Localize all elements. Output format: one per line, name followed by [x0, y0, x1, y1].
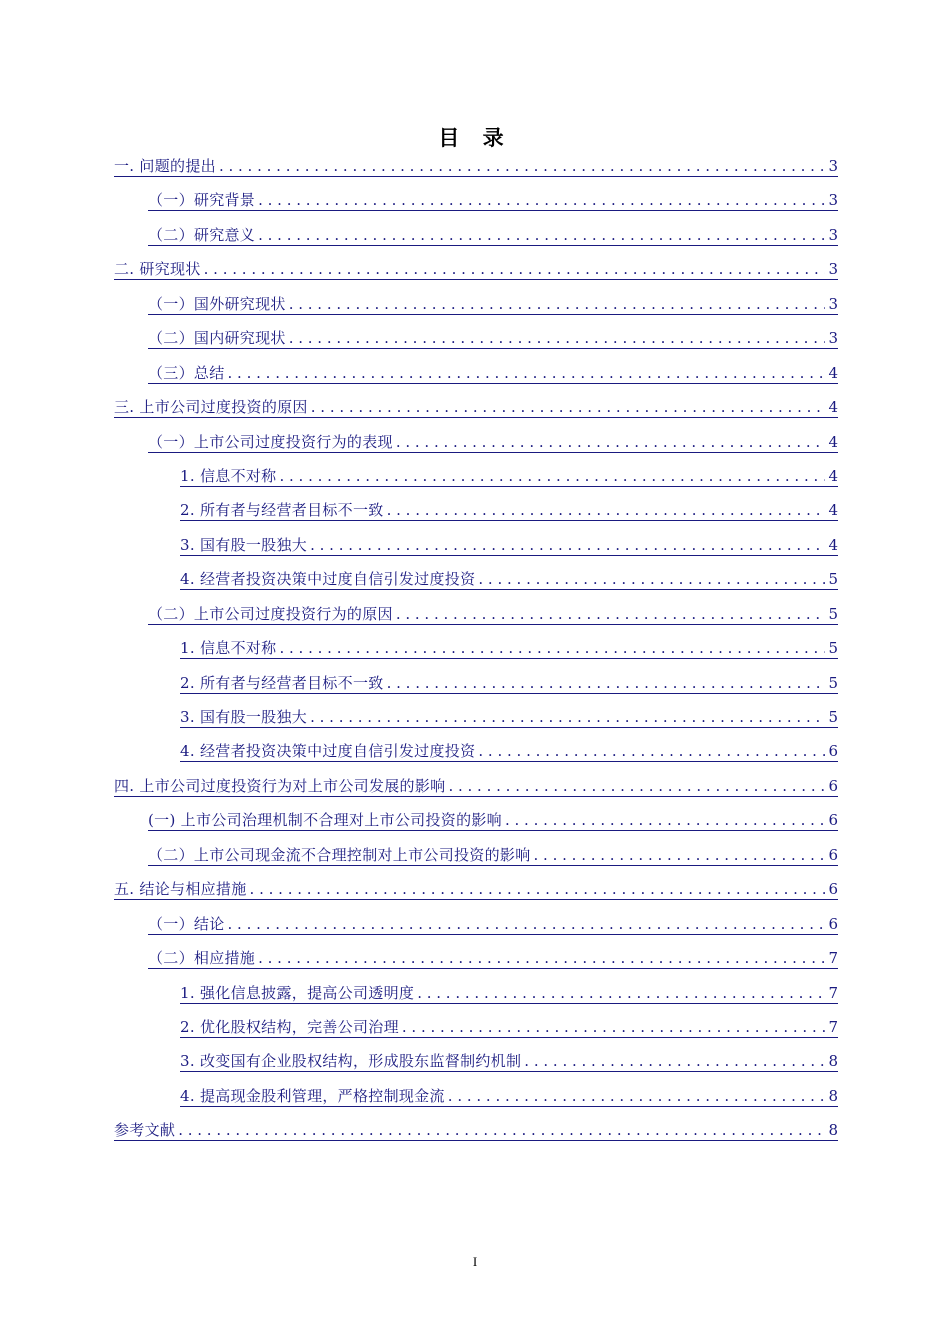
toc-entry-page-number: 6 — [828, 811, 838, 830]
toc-entry-link[interactable] — [148, 293, 838, 315]
toc-entry-page-number: 4 — [828, 398, 838, 417]
toc-entry-title: 二. 研究现状 — [114, 260, 201, 279]
toc-dot-leader — [228, 363, 826, 383]
toc-entry[interactable] — [114, 598, 838, 632]
toc-entry[interactable] — [114, 150, 838, 184]
toc-entry-title: 1. 信息不对称 — [180, 466, 277, 485]
toc-dot-leader — [387, 673, 826, 693]
toc-entry-page-number: 4 — [828, 363, 838, 382]
toc-entry[interactable] — [114, 908, 838, 942]
toc-entry-page-number: 4 — [828, 535, 838, 554]
toc-entry-title: （一）上市公司过度投资行为的表现 — [148, 432, 393, 451]
toc-entry-page-number: 7 — [828, 1017, 838, 1036]
toc-entry-page-number: 7 — [828, 949, 838, 968]
toc-dot-leader — [228, 914, 826, 934]
toc-entry-page-number: 6 — [828, 880, 838, 899]
toc-entry-page-number: 6 — [828, 776, 838, 795]
toc-entry[interactable] — [114, 1011, 838, 1045]
toc-dot-leader — [250, 879, 826, 899]
toc-dot-leader — [310, 535, 825, 555]
toc-entry[interactable] — [114, 288, 838, 322]
toc-entry-link[interactable] — [114, 258, 838, 280]
page-number-footer: I — [472, 1254, 478, 1269]
toc-entry-link[interactable] — [114, 1119, 838, 1141]
toc-entry-link[interactable] — [148, 947, 838, 969]
toc-entry[interactable] — [114, 667, 838, 701]
toc-entry-link[interactable] — [148, 844, 838, 866]
toc-entry-title: （二）上市公司现金流不合理控制对上市公司投资的影响 — [148, 845, 531, 864]
toc-entry[interactable] — [114, 460, 838, 494]
toc-entry-title: 3. 国有股一股独大 — [180, 535, 308, 554]
toc-dot-leader — [478, 741, 825, 761]
toc-entry-page-number: 3 — [828, 191, 838, 210]
toc-entry-link[interactable] — [180, 1085, 838, 1107]
toc-entry-title: （二）研究意义 — [148, 225, 256, 244]
toc-entry-link[interactable] — [148, 913, 838, 935]
toc-entry-page-number: 4 — [828, 501, 838, 520]
toc-entry-page-number: 5 — [828, 570, 838, 589]
toc-entry-title: （一）结论 — [148, 914, 225, 933]
toc-entry[interactable] — [114, 184, 838, 218]
toc-entry-title: 4. 经营者投资决策中过度自信引发过度投资 — [180, 742, 476, 761]
toc-entry[interactable] — [114, 322, 838, 356]
toc-entry-page-number: 5 — [828, 673, 838, 692]
toc-entry[interactable] — [114, 735, 838, 769]
toc-dot-leader — [505, 810, 825, 830]
toc-entry[interactable] — [114, 839, 838, 873]
toc-dot-leader — [258, 948, 825, 968]
toc-entry-page-number: 3 — [828, 329, 838, 348]
toc-entry-link[interactable] — [148, 809, 838, 831]
toc-entry-title: 3. 改变国有企业股权结构，形成股东监督制约机制 — [180, 1052, 522, 1071]
toc-entry-page-number: 6 — [828, 845, 838, 864]
toc-entry[interactable] — [114, 977, 838, 1011]
toc-entry-page-number: 4 — [828, 432, 838, 451]
toc-entry[interactable] — [114, 426, 838, 460]
toc-entry[interactable] — [114, 219, 838, 253]
toc-entry-link[interactable] — [148, 603, 838, 625]
toc-entry-link[interactable] — [148, 327, 838, 349]
toc-entry-title: （一）国外研究现状 — [148, 294, 286, 313]
toc-entry-link[interactable] — [180, 534, 838, 556]
toc-entry[interactable] — [114, 391, 838, 425]
table-of-contents — [114, 150, 838, 1149]
toc-entry-link[interactable] — [180, 499, 838, 521]
toc-dot-leader — [279, 638, 825, 658]
toc-entry-link[interactable] — [180, 1050, 838, 1072]
toc-dot-leader — [524, 1051, 825, 1071]
toc-entry[interactable] — [114, 1045, 838, 1079]
toc-entry[interactable] — [114, 1114, 838, 1148]
toc-entry-page-number: 8 — [828, 1121, 838, 1140]
toc-entry-page-number: 8 — [828, 1052, 838, 1071]
toc-dot-leader — [310, 707, 825, 727]
toc-dot-leader — [396, 604, 826, 624]
toc-entry-link[interactable] — [180, 1016, 838, 1038]
toc-title: 目 录 — [438, 126, 512, 150]
toc-entry-link[interactable] — [148, 431, 838, 453]
toc-dot-leader — [258, 225, 825, 245]
toc-entry-page-number: 3 — [828, 157, 838, 175]
toc-entry-link[interactable] — [180, 637, 838, 659]
toc-entry[interactable] — [114, 873, 838, 907]
toc-entry[interactable] — [114, 632, 838, 666]
toc-entry-page-number: 5 — [828, 708, 838, 726]
toc-dot-leader — [289, 328, 826, 348]
toc-entry[interactable] — [114, 253, 838, 287]
toc-dot-leader — [279, 466, 825, 486]
toc-dot-leader — [448, 1086, 826, 1106]
toc-entry-title: 三. 上市公司过度投资的原因 — [114, 398, 308, 417]
toc-dot-leader — [478, 569, 825, 589]
toc-entry-link[interactable] — [114, 775, 838, 797]
toc-dot-leader — [258, 190, 825, 210]
toc-dot-leader — [534, 845, 826, 865]
toc-dot-leader — [417, 983, 825, 1003]
toc-entry-title: 1. 信息不对称 — [180, 639, 277, 658]
toc-entry-page-number: 3 — [828, 260, 838, 279]
toc-dot-leader — [178, 1120, 825, 1140]
toc-entry-page-number: 4 — [828, 466, 838, 485]
toc-dot-leader — [402, 1017, 826, 1037]
toc-entry-link[interactable] — [114, 155, 838, 177]
toc-entry-link[interactable] — [180, 740, 838, 762]
toc-entry-page-number: 8 — [828, 1086, 838, 1105]
toc-entry-page-number: 6 — [828, 914, 838, 933]
toc-entry-title: 四. 上市公司过度投资行为对上市公司发展的影响 — [114, 776, 446, 795]
toc-entry-page-number: 5 — [828, 639, 838, 658]
toc-entry-link[interactable] — [180, 568, 838, 590]
toc-entry[interactable] — [114, 701, 838, 735]
toc-entry-title: 3. 国有股一股独大 — [180, 708, 308, 726]
toc-entry-link[interactable] — [180, 465, 838, 487]
toc-entry-title: 4. 提高现金股利管理，严格控制现金流 — [180, 1086, 445, 1105]
toc-entry-page-number: 5 — [828, 604, 838, 623]
toc-entry[interactable] — [114, 804, 838, 838]
toc-entry-page-number: 7 — [828, 983, 838, 1002]
toc-entry-title: 2. 优化股权结构，完善公司治理 — [180, 1017, 399, 1036]
toc-entry-title: （二）上市公司过度投资行为的原因 — [148, 604, 393, 623]
toc-dot-leader — [448, 776, 825, 796]
toc-entry[interactable] — [114, 770, 838, 804]
toc-entry-title: （二）国内研究现状 — [148, 329, 286, 348]
toc-entry[interactable] — [114, 357, 838, 391]
toc-dot-leader — [289, 294, 826, 314]
toc-entry-link[interactable] — [180, 706, 838, 728]
toc-entry-page-number: 6 — [828, 742, 838, 761]
toc-dot-leader — [396, 432, 826, 452]
toc-entry-title: 参考文献 — [114, 1121, 176, 1140]
toc-dot-leader — [219, 156, 826, 176]
toc-entry[interactable] — [114, 942, 838, 976]
toc-entry-title: 五. 结论与相应措施 — [114, 880, 247, 899]
toc-entry[interactable] — [114, 494, 838, 528]
toc-entry-title: （一）研究背景 — [148, 191, 256, 210]
toc-entry-link[interactable] — [114, 396, 838, 418]
toc-entry-title: (一) 上市公司治理机制不合理对上市公司投资的影响 — [148, 811, 502, 830]
toc-entry[interactable] — [114, 563, 838, 597]
toc-entry-title: 2. 所有者与经营者目标不一致 — [180, 501, 384, 520]
toc-entry-link[interactable] — [148, 224, 838, 246]
toc-entry-title: 4. 经营者投资决策中过度自信引发过度投资 — [180, 570, 476, 589]
toc-entry-link[interactable] — [180, 982, 838, 1004]
toc-entry-title: （二）相应措施 — [148, 949, 256, 968]
toc-entry-page-number: 3 — [828, 294, 838, 313]
toc-entry-title: 一. 问题的提出 — [114, 157, 216, 175]
toc-entry-title: 1. 强化信息披露，提高公司透明度 — [180, 983, 415, 1002]
toc-dot-leader — [204, 259, 826, 279]
toc-dot-leader — [311, 397, 826, 417]
toc-entry-link[interactable] — [180, 672, 838, 694]
toc-entry-link[interactable] — [148, 189, 838, 211]
toc-entry-link[interactable] — [114, 878, 838, 900]
toc-entry-link[interactable] — [148, 362, 838, 384]
toc-entry-title: （三）总结 — [148, 363, 225, 382]
toc-entry-title: 2. 所有者与经营者目标不一致 — [180, 673, 384, 692]
toc-entry-page-number: 3 — [828, 225, 838, 244]
toc-entry[interactable] — [114, 529, 838, 563]
toc-entry[interactable] — [114, 1080, 838, 1114]
toc-dot-leader — [387, 500, 826, 520]
